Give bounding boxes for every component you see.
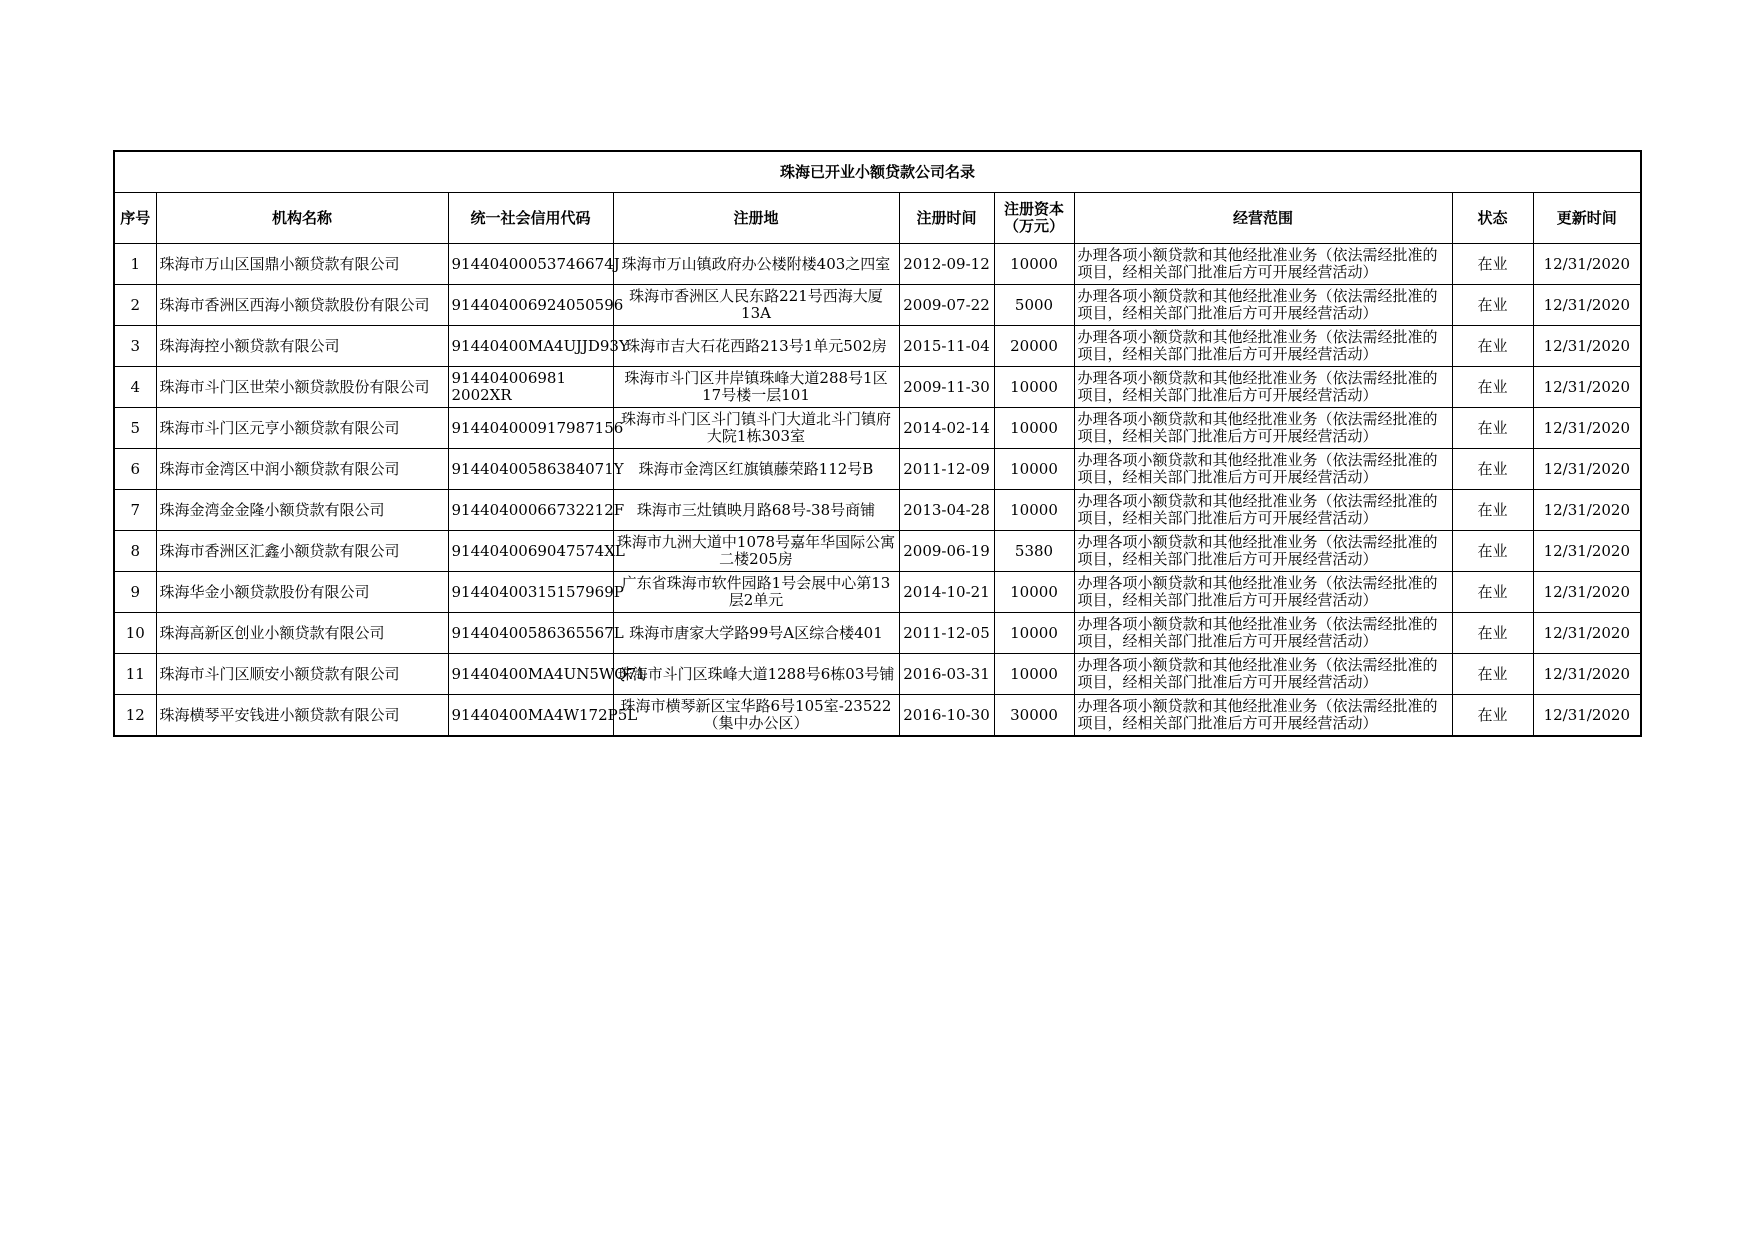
- cell-updated: 12/31/2020: [1533, 326, 1641, 367]
- cell-business-scope: 办理各项小额贷款和其他经批准业务（依法需经批准的项目，经相关部门批准后方可开展经营活动）: [1074, 490, 1452, 531]
- cell-company-name: 珠海华金小额贷款股份有限公司: [156, 572, 448, 613]
- cell-credit-code: 91440400053746674J: [448, 244, 613, 285]
- cell-reg-date: 2009-11-30: [899, 367, 994, 408]
- column-header-reg-date: 注册时间: [899, 193, 994, 244]
- cell-business-scope: 办理各项小额贷款和其他经批准业务（依法需经批准的项目，经相关部门批准后方可开展经营活动）: [1074, 531, 1452, 572]
- cell-business-scope: 办理各项小额贷款和其他经批准业务（依法需经批准的项目，经相关部门批准后方可开展经营活动）: [1074, 367, 1452, 408]
- cell-credit-code: 91440400586384071Y: [448, 449, 613, 490]
- cell-business-scope: 办理各项小额贷款和其他经批准业务（依法需经批准的项目，经相关部门批准后方可开展经营活动）: [1074, 408, 1452, 449]
- cell-status: 在业: [1452, 654, 1533, 695]
- cell-company-name: 珠海横琴平安钱进小额贷款有限公司: [156, 695, 448, 737]
- cell-capital: 5380: [994, 531, 1074, 572]
- cell-business-scope: 办理各项小额贷款和其他经批准业务（依法需经批准的项目，经相关部门批准后方可开展经营活动）: [1074, 285, 1452, 326]
- table-row: [114, 244, 1641, 285]
- cell-status: 在业: [1452, 408, 1533, 449]
- cell-index: 6: [114, 449, 156, 490]
- cell-capital: 5000: [994, 285, 1074, 326]
- cell-index: 12: [114, 695, 156, 737]
- table-row: [114, 613, 1641, 654]
- spreadsheet-page: [113, 150, 1640, 737]
- cell-updated: 12/31/2020: [1533, 613, 1641, 654]
- cell-company-name: 珠海市斗门区顺安小额贷款有限公司: [156, 654, 448, 695]
- cell-company-name: 珠海海控小额贷款有限公司: [156, 326, 448, 367]
- cell-index: 8: [114, 531, 156, 572]
- table-row: [114, 326, 1641, 367]
- cell-company-name: 珠海市斗门区元亨小额贷款有限公司: [156, 408, 448, 449]
- cell-capital: 10000: [994, 613, 1074, 654]
- cell-index: 11: [114, 654, 156, 695]
- column-header-credit-code: 统一社会信用代码: [448, 193, 613, 244]
- cell-updated: 12/31/2020: [1533, 244, 1641, 285]
- cell-status: 在业: [1452, 326, 1533, 367]
- cell-status: 在业: [1452, 490, 1533, 531]
- column-header-status: 状态: [1452, 193, 1533, 244]
- cell-status: 在业: [1452, 449, 1533, 490]
- table-row: [114, 367, 1641, 408]
- header-row: [114, 193, 1641, 244]
- cell-updated: 12/31/2020: [1533, 695, 1641, 737]
- column-header-name: 机构名称: [156, 193, 448, 244]
- cell-status: 在业: [1452, 613, 1533, 654]
- cell-updated: 12/31/2020: [1533, 449, 1641, 490]
- table-row: [114, 408, 1641, 449]
- cell-address: 珠海市横琴新区宝华路6号105室-23522（集中办公区）: [613, 695, 899, 737]
- cell-index: 2: [114, 285, 156, 326]
- cell-status: 在业: [1452, 285, 1533, 326]
- cell-address: 珠海市香洲区人民东路221号西海大厦13A: [613, 285, 899, 326]
- cell-address: 珠海市斗门区珠峰大道1288号6栋03号铺: [613, 654, 899, 695]
- company-roster-table: [113, 150, 1642, 737]
- cell-reg-date: 2015-11-04: [899, 326, 994, 367]
- cell-business-scope: 办理各项小额贷款和其他经批准业务（依法需经批准的项目，经相关部门批准后方可开展经营活动）: [1074, 449, 1452, 490]
- cell-credit-code: 914404006924050596: [448, 285, 613, 326]
- cell-address: 珠海市万山镇政府办公楼附楼403之四室: [613, 244, 899, 285]
- cell-index: 7: [114, 490, 156, 531]
- cell-address: 珠海市三灶镇映月路68号-38号商铺: [613, 490, 899, 531]
- cell-company-name: 珠海市万山区国鼎小额贷款有限公司: [156, 244, 448, 285]
- cell-company-name: 珠海市香洲区汇鑫小额贷款有限公司: [156, 531, 448, 572]
- cell-address: 珠海市唐家大学路99号A区综合楼401: [613, 613, 899, 654]
- column-header-updated: 更新时间: [1533, 193, 1641, 244]
- cell-address: 珠海市九洲大道中1078号嘉年华国际公寓二楼205房: [613, 531, 899, 572]
- cell-company-name: 珠海市香洲区西海小额贷款股份有限公司: [156, 285, 448, 326]
- cell-reg-date: 2013-04-28: [899, 490, 994, 531]
- cell-updated: 12/31/2020: [1533, 408, 1641, 449]
- cell-credit-code: 91440400586365567L: [448, 613, 613, 654]
- cell-credit-code: 91440400066732212F: [448, 490, 613, 531]
- cell-company-name: 珠海高新区创业小额贷款有限公司: [156, 613, 448, 654]
- cell-reg-date: 2016-10-30: [899, 695, 994, 737]
- cell-address: 广东省珠海市软件园路1号会展中心第13层2单元: [613, 572, 899, 613]
- column-header-scope: 经营范围: [1074, 193, 1452, 244]
- cell-reg-date: 2014-10-21: [899, 572, 994, 613]
- cell-status: 在业: [1452, 531, 1533, 572]
- cell-index: 9: [114, 572, 156, 613]
- cell-capital: 10000: [994, 244, 1074, 285]
- cell-index: 4: [114, 367, 156, 408]
- cell-reg-date: 2009-07-22: [899, 285, 994, 326]
- table-row: [114, 285, 1641, 326]
- table-row: [114, 654, 1641, 695]
- cell-address: 珠海市斗门区斗门镇斗门大道北斗门镇府大院1栋303室: [613, 408, 899, 449]
- cell-capital: 10000: [994, 490, 1074, 531]
- cell-capital: 10000: [994, 408, 1074, 449]
- cell-company-name: 珠海市斗门区世荣小额贷款股份有限公司: [156, 367, 448, 408]
- cell-status: 在业: [1452, 244, 1533, 285]
- cell-index: 10: [114, 613, 156, 654]
- cell-updated: 12/31/2020: [1533, 654, 1641, 695]
- cell-business-scope: 办理各项小额贷款和其他经批准业务（依法需经批准的项目，经相关部门批准后方可开展经营活动）: [1074, 244, 1452, 285]
- cell-capital: 10000: [994, 572, 1074, 613]
- cell-credit-code: 91440400MA4W172P5L: [448, 695, 613, 737]
- cell-updated: 12/31/2020: [1533, 572, 1641, 613]
- cell-index: 5: [114, 408, 156, 449]
- cell-reg-date: 2009-06-19: [899, 531, 994, 572]
- cell-capital: 30000: [994, 695, 1074, 737]
- cell-address: 珠海市吉大石花西路213号1单元502房: [613, 326, 899, 367]
- cell-company-name: 珠海金湾金金隆小额贷款有限公司: [156, 490, 448, 531]
- cell-address: 珠海市斗门区井岸镇珠峰大道288号1区17号楼一层101: [613, 367, 899, 408]
- table-row: [114, 695, 1641, 737]
- table-row: [114, 531, 1641, 572]
- cell-updated: 12/31/2020: [1533, 285, 1641, 326]
- cell-capital: 10000: [994, 367, 1074, 408]
- cell-credit-code: 91440400MA4UN5WQ71: [448, 654, 613, 695]
- cell-reg-date: 2014-02-14: [899, 408, 994, 449]
- cell-capital: 20000: [994, 326, 1074, 367]
- table-row: [114, 572, 1641, 613]
- cell-business-scope: 办理各项小额贷款和其他经批准业务（依法需经批准的项目，经相关部门批准后方可开展经营活动）: [1074, 613, 1452, 654]
- cell-status: 在业: [1452, 695, 1533, 737]
- table-row: [114, 490, 1641, 531]
- cell-address: 珠海市金湾区红旗镇藤荣路112号B: [613, 449, 899, 490]
- document-title: 珠海已开业小额贷款公司名录: [114, 151, 1641, 193]
- cell-status: 在业: [1452, 367, 1533, 408]
- cell-reg-date: 2011-12-09: [899, 449, 994, 490]
- cell-reg-date: 2012-09-12: [899, 244, 994, 285]
- cell-index: 3: [114, 326, 156, 367]
- cell-business-scope: 办理各项小额贷款和其他经批准业务（依法需经批准的项目，经相关部门批准后方可开展经营活动）: [1074, 326, 1452, 367]
- column-header-index: 序号: [114, 193, 156, 244]
- column-header-address: 注册地: [613, 193, 899, 244]
- cell-capital: 10000: [994, 654, 1074, 695]
- cell-business-scope: 办理各项小额贷款和其他经批准业务（依法需经批准的项目，经相关部门批准后方可开展经营活动）: [1074, 695, 1452, 737]
- cell-credit-code: 91440400MA4UJJD93Y: [448, 326, 613, 367]
- cell-business-scope: 办理各项小额贷款和其他经批准业务（依法需经批准的项目，经相关部门批准后方可开展经营活动）: [1074, 572, 1452, 613]
- cell-updated: 12/31/2020: [1533, 531, 1641, 572]
- table-body: [114, 244, 1641, 737]
- cell-credit-code: 9144040069047574XL: [448, 531, 613, 572]
- cell-capital: 10000: [994, 449, 1074, 490]
- cell-status: 在业: [1452, 572, 1533, 613]
- cell-company-name: 珠海市金湾区中润小额贷款有限公司: [156, 449, 448, 490]
- table-row: [114, 449, 1641, 490]
- column-header-capital: 注册资本（万元）: [994, 193, 1074, 244]
- cell-updated: 12/31/2020: [1533, 490, 1641, 531]
- cell-index: 1: [114, 244, 156, 285]
- cell-reg-date: 2011-12-05: [899, 613, 994, 654]
- cell-credit-code: 914404006981 2002XR: [448, 367, 613, 408]
- cell-reg-date: 2016-03-31: [899, 654, 994, 695]
- cell-credit-code: 91440400315157969P: [448, 572, 613, 613]
- cell-updated: 12/31/2020: [1533, 367, 1641, 408]
- cell-business-scope: 办理各项小额贷款和其他经批准业务（依法需经批准的项目，经相关部门批准后方可开展经营活动）: [1074, 654, 1452, 695]
- cell-credit-code: 914404000917987156: [448, 408, 613, 449]
